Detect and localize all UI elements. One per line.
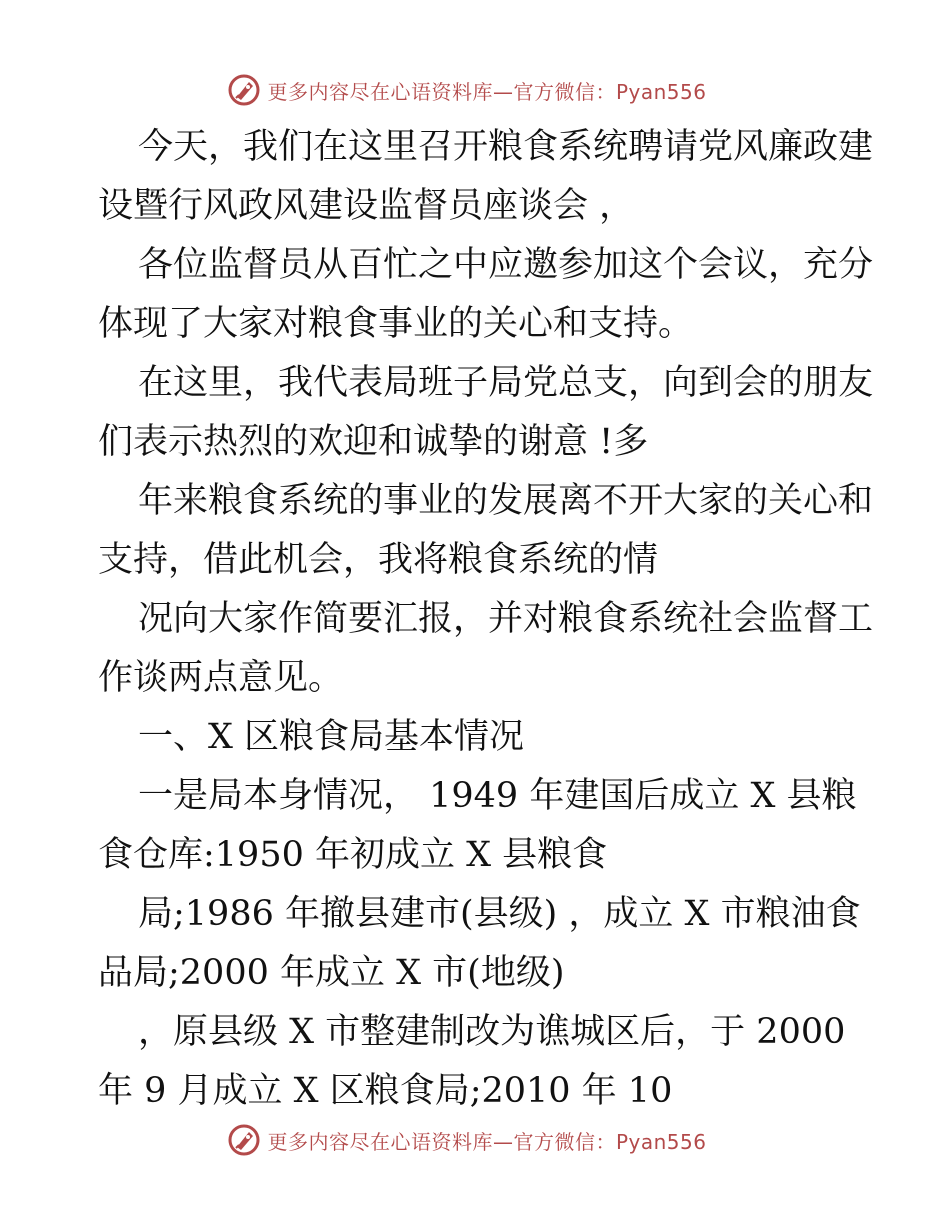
document-body [98, 118, 874, 1121]
text-line: 况向大家作简要汇报，并对粮食系统社会监督工 [138, 599, 874, 639]
text-line: 食仓库:1950 年初成立 X 县粮食 [98, 835, 608, 875]
text-line: ，原县级 X 市整建制改为谯城区后，于 2000 [138, 1012, 846, 1052]
text-line: 支持，借此机会，我将粮食系统的情 [98, 540, 659, 580]
text-line: 设暨行风政风建设监督员座谈会 ， [98, 186, 635, 226]
header-watermark-text: 更多内容尽在心语资料库—官方微信：Pyan556 [267, 79, 707, 104]
text-line: 体现了大家对粮食事业的关心和支持。 [98, 304, 694, 344]
text-line: 品局;2000 年成立 X 市(地级) [98, 953, 565, 993]
text-line: 今天，我们在这里召开粮食系统聘请党风廉政建 [138, 127, 874, 167]
footer-watermark-banner [0, 1120, 950, 1160]
text-line: 一是局本身情况， 1949 年建国后成立 X 县粮 [138, 776, 857, 816]
text-line: 年 9 月成立 X 区粮食局;2010 年 10 [98, 1071, 673, 1111]
pen-nib-logo-icon [227, 73, 261, 107]
text-line: 年来粮食系统的事业的发展离不开大家的关心和 [138, 481, 874, 521]
text-line: 局;1986 年撤县建市(县级) ，成立 X 市粮油食 [138, 894, 861, 934]
pen-nib-logo-icon [227, 1123, 261, 1157]
section-heading: 一、X 区粮食局基本情况 [138, 717, 525, 757]
footer-watermark-text: 更多内容尽在心语资料库—官方微信：Pyan556 [267, 1129, 707, 1154]
text-line: 们表示热烈的欢迎和诚挚的谢意 !多 [98, 422, 649, 462]
text-line: 各位监督员从百忙之中应邀参加这个会议，充分 [138, 245, 874, 285]
text-line: 在这里，我代表局班子局党总支，向到会的朋友 [138, 363, 874, 403]
text-line: 作谈两点意见。 [98, 658, 344, 698]
header-watermark-banner [0, 70, 950, 110]
